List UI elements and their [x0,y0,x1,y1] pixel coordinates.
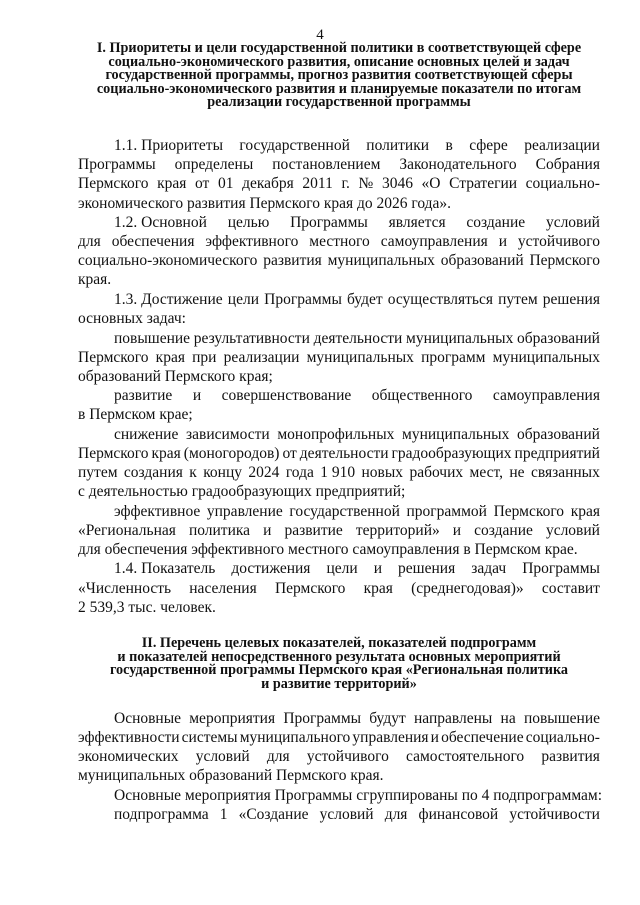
word: цели [326,560,358,577]
word: задач [471,560,507,577]
word: «Региональная [78,522,176,539]
word: повышение [114,330,191,347]
p1-4-line: 2 539,3 тыс. человек. [78,599,216,616]
word: является [388,214,446,231]
word: «О [421,175,441,192]
word: эффективности [78,729,180,746]
word: финансовой [418,806,499,823]
word: составит [541,580,600,597]
word: территорий» [355,522,440,539]
word: Пермского [78,175,149,192]
task-4-line: для обеспечения эффективного местного самоуправления в Пермском крае. [78,541,578,558]
p1-4-line [78,580,600,598]
word: Программы [264,291,342,308]
p1-2-line [78,252,600,270]
word: деятельности [313,330,403,347]
word: муниципальных [406,330,514,347]
word: от [195,175,210,192]
heading-line: II. Перечень целевых показателей, показателей подпрограмм [141,635,537,651]
s2-p1-line [78,748,600,766]
task-3-line: с деятельностью градообразующих предприятий; [78,483,406,500]
word: цели [227,291,259,308]
word: повышение [523,710,600,727]
p1-1-line [114,137,600,155]
word: устойчивости [509,806,600,823]
word: населения [189,580,257,597]
word: 2024 [248,464,280,481]
word: снижение [114,426,179,443]
s2-p2-line: Основные мероприятия Программы сгруппированы по 4 подпрограммам: [114,787,603,804]
word: муниципальных [492,349,600,366]
word: 1.4. Показатель [114,560,216,577]
word: условий [545,214,600,231]
word: мест, [469,464,503,481]
task-4-line [114,503,600,521]
p1-4-line [114,560,600,578]
heading-line: социально-экономического развития и планируемые показатели по итогам [96,80,582,97]
heading-line: I. Приоритеты и цели государственной политики в соответствующей сфере [96,40,582,56]
word: программой [406,503,487,520]
task-1-line [78,349,600,367]
word: 1.1. Приоритеты [114,137,223,154]
word: «Численность [78,580,172,597]
word: системы [181,729,238,746]
word: не [509,464,525,481]
task-3-line [78,464,600,482]
word: эффективное [114,503,201,520]
word: Пермского [493,503,565,520]
word: и [430,729,439,746]
word: сфере [469,137,508,154]
section-2-heading [78,637,600,691]
s2-p1-line [114,710,600,728]
word: управление [206,503,283,520]
word: муниципальных [306,349,414,366]
word: края [155,349,185,366]
word: политика [188,522,251,539]
p1-1-line [78,156,600,174]
word: будет [347,291,383,308]
word: 3046 [381,175,413,192]
word: реализации [524,137,600,154]
word: политики [366,137,430,154]
word: и [498,233,507,250]
word: и [263,522,272,539]
word: условий [195,748,250,765]
p1-1-line [78,175,600,193]
word: и [452,522,462,539]
word: концу [203,464,243,481]
p1-3-line: основных задач: [78,310,186,327]
word: к [189,464,197,481]
word: 1.3. Достижение [114,291,223,308]
word: направлены [413,710,493,727]
p1-2-line: края. [78,271,112,288]
s2-p3-line [114,806,600,824]
word: и [373,560,382,577]
word: Собрания [535,156,600,173]
word: зависимости [186,426,270,443]
word: новых [361,464,404,481]
word: реализации [223,349,300,366]
word: социально- [525,729,600,746]
word: Пермского [274,580,346,597]
word: Программы [283,710,362,727]
task-4-line [78,522,600,540]
word: г. [341,175,350,192]
word: для [266,748,290,765]
word: государственной [239,137,350,154]
word: монопрофильных [277,426,395,443]
task-2-line [114,387,600,405]
heading-line: и развитие территорий» [261,675,417,692]
word: Законодательного [399,156,517,173]
word: обеспечение [441,729,524,746]
word: Программы [522,560,600,577]
word: Стратегии [449,175,518,192]
word: достижения [231,560,311,577]
word: целью [227,214,270,231]
word: муниципальных [402,426,510,443]
word: от [282,445,297,462]
p1-2-line [114,214,600,232]
word: совершенствование [221,387,352,404]
word: деятельности [299,445,389,462]
heading-line: социально-экономического развития, описание основных целей и задач [108,53,570,70]
word: предприятий [514,445,600,462]
word: развития [541,748,600,765]
word: социально- [525,175,600,192]
word: развития [263,252,322,269]
word: края [157,175,187,192]
task-1-line [114,330,600,348]
word: путем [78,464,118,481]
word: образований [517,330,600,347]
word: для [384,806,408,823]
word: 2011 [302,175,333,192]
word: 01 [217,175,234,192]
word: муниципальных [327,252,435,269]
word: для [78,233,101,250]
word: государственной [289,503,400,520]
p1-1-line: экономического развития Пермского края до 2026 года». [78,195,452,212]
word: края [151,445,181,462]
word: постановлением [272,156,381,173]
word: социально-экономического [78,252,258,269]
task-2-line: в Пермском крае; [78,406,193,423]
word: развитие [284,522,343,539]
word: экономических [78,748,179,765]
word: при [192,349,217,366]
word: эффективного [205,233,299,250]
word: развитие [114,387,173,404]
heading-line: и показателей непосредственного результата основных мероприятий [117,648,561,665]
heading-line: государственной программы, прогноз развития соответствующей сферы [105,67,573,83]
word: осуществляться [387,291,493,308]
word: рабочих [409,464,464,481]
word: и [192,387,202,404]
word: на [500,710,516,727]
word: 1 [219,806,228,823]
word: создание [466,214,526,231]
word: Пермского [78,445,149,462]
section-1-heading [78,42,600,110]
word: градообразующих [391,445,512,462]
word: путем [498,291,538,308]
word: Основные [114,710,182,727]
heading-line: государственной программы Пермского края «Региональная политика [109,662,569,678]
word: Пермского [78,349,149,366]
word: создания [123,464,183,481]
word: «Создание [238,806,309,823]
word: 1.2. Основной [114,214,207,231]
p1-2-line [78,233,600,251]
word: (моногородов) [183,445,280,462]
word: обеспечения [111,233,195,250]
word: условий [319,806,374,823]
task-1-line: образований Пермского края; [78,368,273,385]
p1-3-line [114,291,600,309]
word: образований [517,426,600,443]
word: 1 910 [320,464,356,481]
word: № [358,175,374,192]
heading-line: реализации государственной программы [207,94,471,110]
word: устойчивого [306,748,389,765]
word: самостоятельного [406,748,525,765]
s2-p1-line: муниципальных образований Пермского края. [78,767,384,784]
word: решения [542,291,600,308]
word: образований [440,252,524,269]
word: будут [369,710,406,727]
word: Пермского [529,252,600,269]
page-number: 4 [316,27,324,43]
word: декабря [242,175,294,192]
word: программ [421,349,486,366]
word: создание [474,522,533,539]
word: Программы [78,156,156,173]
word: года [285,464,314,481]
task-3-line [114,426,600,444]
word: муниципального [239,729,351,746]
word: подпрограмма [114,806,209,823]
word: в [445,137,453,154]
word: общественного [371,387,473,404]
word: местного [309,233,370,250]
word: результативности [193,330,310,347]
word: условий [545,522,600,539]
word: определены [174,156,254,173]
word: Программы [290,214,368,231]
task-3-line [78,445,600,463]
word: самоуправления [492,387,600,404]
word: мероприятия [189,710,276,727]
word: (среднегодовая)» [411,580,524,597]
word: управления [352,729,429,746]
word: края [363,580,393,597]
word: самоуправления [380,233,488,250]
word: устойчивого [517,233,600,250]
word: решения [398,560,456,577]
word: связанных [530,464,600,481]
s2-p1-line [78,729,600,747]
word: края [570,503,600,520]
